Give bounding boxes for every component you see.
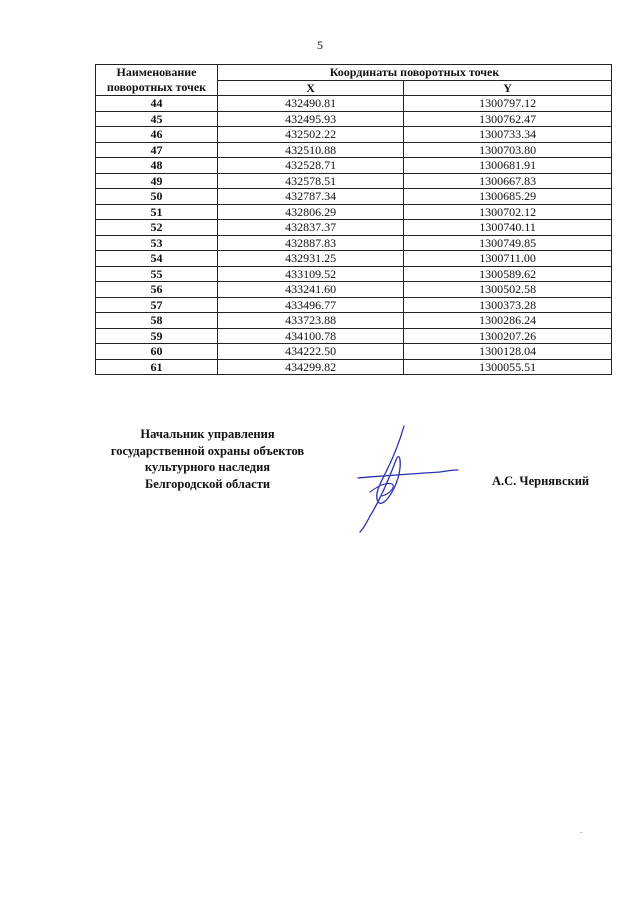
y-coordinate-cell: 1300762.47 [404,111,612,127]
point-number-cell: 60 [96,344,218,360]
signatory-title-line1: Начальник управления [140,427,275,441]
y-coordinate-cell: 1300681.91 [404,158,612,174]
x-coordinate-cell: 432787.34 [218,189,404,205]
point-number-cell: 53 [96,235,218,251]
point-number-cell: 45 [96,111,218,127]
x-coordinate-cell: 432528.71 [218,158,404,174]
y-coordinate-cell: 1300502.58 [404,282,612,298]
point-number-cell: 51 [96,204,218,220]
y-coordinate-cell: 1300286.24 [404,313,612,329]
handwritten-signature [350,420,470,535]
point-number-cell: 58 [96,313,218,329]
x-coordinate-cell: 432510.88 [218,142,404,158]
table-row [96,189,612,205]
x-coordinate-cell: 433496.77 [218,297,404,313]
point-number-cell: 55 [96,266,218,282]
point-name-header [96,65,218,96]
y-coordinate-cell: 1300733.34 [404,127,612,143]
table-row [96,96,612,112]
y-coordinate-cell: 1300711.00 [404,251,612,267]
table-row [96,235,612,251]
x-coordinate-cell: 432495.93 [218,111,404,127]
point-number-cell: 48 [96,158,218,174]
table-header-row [96,65,612,81]
x-coordinate-cell: 432578.51 [218,173,404,189]
x-coordinate-cell: 434100.78 [218,328,404,344]
y-coordinate-cell: 1300207.26 [404,328,612,344]
point-name-header-line2: поворотных точек [106,80,207,94]
signatory-title-line3: культурного наследия [144,460,271,474]
table-row [96,266,612,282]
y-coordinate-cell: 1300589.62 [404,266,612,282]
y-coordinate-cell: 1300685.29 [404,189,612,205]
coordinates-header: Координаты поворотных точек [218,65,612,81]
x-coordinate-cell: 432490.81 [218,96,404,112]
y-coordinate-cell: 1300703.80 [404,142,612,158]
x-coordinate-cell: 432931.25 [218,251,404,267]
point-number-cell: 52 [96,220,218,236]
table-row [96,359,612,375]
signatory-title [95,426,320,492]
x-coordinate-cell: 432502.22 [218,127,404,143]
x-coordinate-cell: 434299.82 [218,359,404,375]
point-number-cell: 44 [96,96,218,112]
x-coordinate-cell: 433723.88 [218,313,404,329]
table-row [96,142,612,158]
table-row [96,282,612,298]
table-row [96,111,612,127]
x-coordinate-cell: 432837.37 [218,220,404,236]
x-coordinate-cell: 434222.50 [218,344,404,360]
point-number-cell: 57 [96,297,218,313]
y-coordinate-cell: 1300797.12 [404,96,612,112]
y-coordinate-cell: 1300749.85 [404,235,612,251]
x-coordinate-cell: 433109.52 [218,266,404,282]
table-row [96,158,612,174]
signatory-title-line2: государственной охраны объектов [110,443,305,458]
point-number-cell: 46 [96,127,218,143]
table-body [96,96,612,375]
x-header: X [218,80,404,96]
point-number-cell: 59 [96,328,218,344]
table-row [96,328,612,344]
point-number-cell: 50 [96,189,218,205]
x-coordinate-cell: 432806.29 [218,204,404,220]
point-number-cell: 47 [96,142,218,158]
point-number-cell: 61 [96,359,218,375]
x-coordinate-cell: 432887.83 [218,235,404,251]
y-coordinate-cell: 1300702.12 [404,204,612,220]
y-coordinate-cell: 1300373.28 [404,297,612,313]
y-coordinate-cell: 1300128.04 [404,344,612,360]
point-number-cell: 49 [96,173,218,189]
table-row [96,173,612,189]
table-row [96,127,612,143]
y-header: Y [404,80,612,96]
table-row [96,344,612,360]
signatory-name: А.С. Чернявский [492,474,590,488]
page-number: 5 [317,38,323,52]
table-row [96,297,612,313]
point-name-header-line1: Наименование [116,65,197,79]
x-coordinate-cell: 433241.60 [218,282,404,298]
coordinates-table [95,64,612,375]
table-row [96,220,612,236]
table-row [96,251,612,267]
y-coordinate-cell: 1300667.83 [404,173,612,189]
signatory-title-line4: Белгородской области [144,476,271,491]
point-number-cell: 54 [96,251,218,267]
point-number-cell: 56 [96,282,218,298]
y-coordinate-cell: 1300740.11 [404,220,612,236]
table-row [96,204,612,220]
y-coordinate-cell: 1300055.51 [404,359,612,375]
scan-speck [580,832,582,833]
table-row [96,313,612,329]
